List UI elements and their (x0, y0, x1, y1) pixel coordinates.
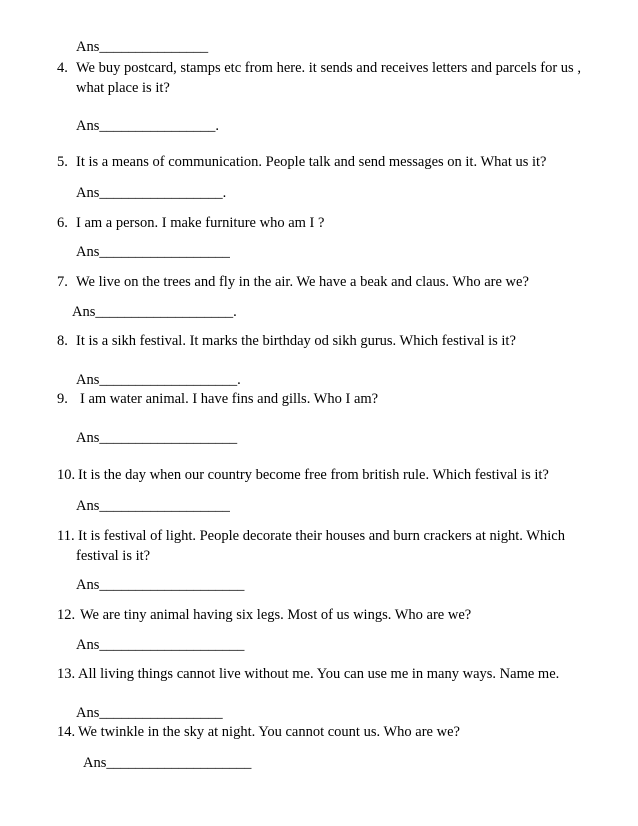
question-number: 8. (57, 333, 68, 349)
question-number: 9. (57, 391, 68, 407)
question-text: festival is it? (76, 548, 151, 564)
question-number: 13. (57, 666, 76, 682)
question-number: 7. (57, 274, 68, 290)
question-number: 11. (57, 528, 75, 544)
question-text: We twinkle in the sky at night. You cannot count us. Who are we? (78, 724, 460, 740)
question-number: 14. (57, 724, 76, 740)
question-text: We live on the trees and fly in the air. We have a beak and claus. Who are we? (76, 274, 529, 290)
answer-line: Ans__________________ (76, 498, 230, 514)
question-number: 5. (57, 154, 68, 170)
answer-line: Ans___________________ (76, 430, 238, 446)
answer-line: Ans_________________. (76, 185, 227, 201)
answer-line: Ans__________________ (76, 244, 230, 260)
question-number: 12. (57, 607, 76, 623)
answer-line: Ans___________________. (76, 372, 241, 388)
answer-line: Ans____________________ (76, 637, 245, 653)
question-text: We are tiny animal having six legs. Most of us wings. Who are we? (80, 607, 472, 623)
question-text: It is the day when our country become free from british rule. Which festival is it? (78, 467, 549, 483)
answer-line: Ans____________________ (83, 755, 252, 771)
answer-line: Ans____________________ (76, 577, 245, 593)
question-text: All living things cannot live without me. You can use me in many ways. Name me. (78, 666, 560, 682)
answer-line: Ans________________. (76, 118, 219, 134)
answer-line: Ans_________________ (76, 705, 223, 721)
question-text: It is a sikh festival. It marks the birthday od sikh gurus. Which festival is it? (76, 333, 516, 349)
question-text: We buy postcard, stamps etc from here. it sends and receives letters and parcels for us , (76, 60, 581, 76)
question-text: It is a means of communication. People talk and send messages on it. What us it? (76, 154, 547, 170)
answer-line: Ans_______________ (76, 39, 209, 55)
answer-line: Ans___________________. (72, 304, 237, 320)
question-number: 10. (57, 467, 76, 483)
question-text: I am a person. I make furniture who am I ? (76, 215, 325, 231)
question-text: I am water animal. I have fins and gills. Who I am? (80, 391, 379, 407)
question-number: 6. (57, 215, 68, 231)
question-number: 4. (57, 60, 68, 76)
question-text: what place is it? (76, 80, 170, 96)
question-text: It is festival of light. People decorate their houses and burn crackers at night. Which (78, 528, 565, 544)
